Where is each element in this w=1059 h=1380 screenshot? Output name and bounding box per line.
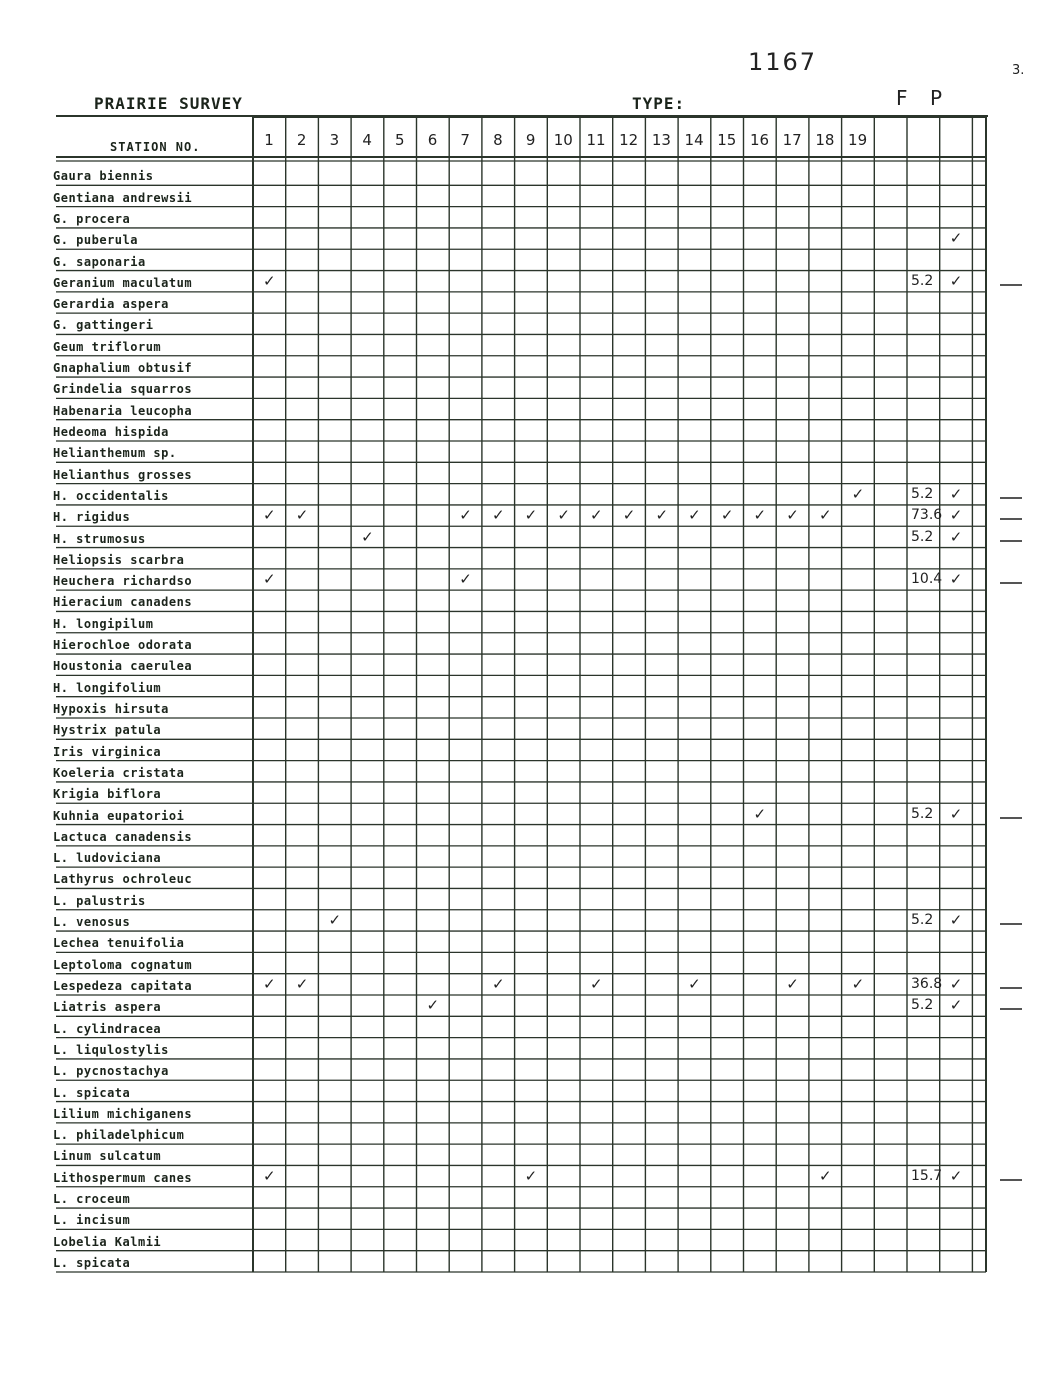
species-label: Lechea tenuifolia — [53, 936, 185, 951]
station-check-mark: ✓ — [655, 506, 669, 525]
species-label: L. croceum — [53, 1192, 131, 1207]
species-label: Hypoxis hirsuta — [53, 702, 169, 716]
station-number: 19 — [848, 131, 868, 149]
presence-check-mark: ✓ — [949, 484, 963, 503]
station-number: 10 — [553, 131, 573, 149]
species-label: Liatris aspera — [53, 1000, 162, 1015]
species-label: Krigia biflora — [53, 787, 162, 802]
station-check-mark: ✓ — [263, 271, 276, 290]
presence-check-mark: ✓ — [949, 1166, 963, 1185]
frequency-value: 15.7 — [911, 1167, 943, 1184]
station-check-mark: ✓ — [524, 1166, 538, 1185]
species-label: Hedeoma hispida — [53, 425, 169, 439]
station-check-mark: ✓ — [491, 506, 505, 525]
species-label: H. strumosus — [53, 531, 146, 546]
station-check-mark: ✓ — [524, 506, 538, 525]
margin-tick — [1000, 582, 1022, 584]
species-label: Helianthemum sp. — [53, 446, 177, 461]
frequency-value: 5.2 — [911, 485, 934, 502]
margin-tick — [1000, 540, 1022, 542]
station-check-mark: ✓ — [851, 975, 865, 993]
frequency-value: 10.4 — [911, 571, 943, 588]
station-check-mark: ✓ — [753, 506, 767, 525]
presence-check-mark: ✓ — [949, 570, 963, 589]
type-mark-f: F — [896, 86, 908, 110]
station-check-mark: ✓ — [328, 911, 342, 930]
species-label: Heliopsis scarbra — [53, 552, 185, 567]
station-check-mark: ✓ — [818, 1166, 832, 1185]
station-number: 2 — [296, 131, 307, 149]
species-label: Lactuca canadensis — [53, 829, 193, 844]
species-label: Iris virginica — [53, 744, 162, 759]
survey-title: PRAIRIE SURVEY — [94, 94, 243, 113]
station-check-mark: ✓ — [688, 975, 701, 993]
presence-check-mark: ✓ — [949, 975, 963, 993]
station-check-mark: ✓ — [590, 506, 603, 525]
type-label: TYPE: — [632, 94, 686, 113]
station-number: 11 — [586, 131, 606, 149]
species-label: Gnaphalium obtusif — [53, 361, 193, 376]
species-label: H. longipilum — [53, 616, 154, 631]
station-number: 16 — [749, 131, 770, 149]
species-label: Koeleria cristata — [53, 765, 185, 780]
station-number: 5 — [395, 131, 405, 149]
frequency-value: 5.2 — [911, 997, 934, 1014]
presence-check-mark: ✓ — [949, 804, 963, 823]
species-label: Helianthus grosses — [53, 467, 193, 482]
species-label: L. philadelphicum — [53, 1128, 185, 1143]
page-number: 1167 — [748, 48, 818, 76]
station-check-mark: ✓ — [263, 975, 276, 993]
presence-check-mark: ✓ — [949, 271, 963, 290]
species-label: L. cylindracea — [53, 1021, 162, 1036]
station-number: 15 — [717, 131, 737, 149]
species-label: Hieracium canadens — [53, 595, 193, 610]
species-label: Houstonia caerulea — [53, 659, 193, 674]
margin-tick — [1000, 1008, 1022, 1010]
station-check-mark: ✓ — [688, 506, 701, 525]
frequency-value: 5.2 — [911, 805, 934, 822]
station-number: 8 — [493, 131, 503, 149]
margin-tick — [1000, 518, 1022, 520]
station-check-mark: ✓ — [557, 506, 570, 525]
species-label: H. longifolium — [53, 680, 162, 695]
margin-tick — [1000, 1179, 1022, 1181]
presence-check-mark: ✓ — [949, 996, 963, 1015]
species-label: L. liqulostylis — [53, 1042, 169, 1057]
presence-check-mark: ✓ — [949, 229, 963, 248]
margin-tick — [1000, 284, 1022, 286]
species-label: Linum sulcatum — [53, 1149, 162, 1164]
species-label: Geum triflorum — [53, 339, 162, 354]
station-check-mark: ✓ — [426, 996, 440, 1015]
station-number: 18 — [815, 131, 835, 149]
station-check-mark: ✓ — [459, 570, 472, 589]
station-check-mark: ✓ — [786, 506, 799, 525]
station-number: 6 — [427, 131, 438, 149]
station-number: 17 — [782, 131, 802, 149]
station-number: 7 — [460, 131, 470, 149]
species-label: Leptoloma cognatum — [53, 957, 193, 972]
station-number: 13 — [651, 131, 671, 149]
station-check-mark: ✓ — [263, 1166, 276, 1185]
species-label: Lithospermum canes — [53, 1170, 193, 1185]
species-label: L. spicata — [53, 1085, 131, 1100]
station-check-mark: ✓ — [720, 506, 734, 525]
species-label: G. procera — [53, 211, 131, 226]
station-check-mark: ✓ — [295, 506, 309, 525]
station-check-mark: ✓ — [263, 570, 276, 589]
species-label: Lobelia Kalmii — [53, 1234, 162, 1249]
species-label: Lathyrus ochroleuc — [53, 872, 193, 887]
sheet-number: 3. — [1012, 63, 1025, 78]
station-check-mark: ✓ — [622, 506, 636, 525]
frequency-value: 36.8 — [911, 976, 943, 992]
species-label: L. palustris — [53, 893, 146, 908]
species-label: Grindelia squarros — [53, 382, 193, 397]
margin-tick — [1000, 817, 1022, 819]
station-check-mark: ✓ — [263, 506, 276, 525]
station-check-mark: ✓ — [459, 506, 472, 525]
station-check-mark: ✓ — [590, 975, 603, 993]
species-label: Gaura biennis — [53, 169, 154, 184]
species-label: L. ludoviciana — [53, 851, 162, 866]
station-number: 14 — [684, 131, 704, 149]
station-number: 1 — [264, 131, 274, 149]
species-label: Lespedeza capitata — [53, 979, 193, 993]
species-label: G. gattingeri — [53, 318, 154, 333]
species-label: L. spicata — [53, 1256, 131, 1270]
presence-check-mark: ✓ — [949, 506, 963, 525]
species-label: Habenaria leucopha — [53, 403, 193, 418]
species-label: Geranium maculatum — [53, 275, 193, 290]
station-check-mark: ✓ — [491, 975, 505, 993]
species-label: H. rigidus — [53, 510, 131, 525]
species-label: L. venosus — [53, 915, 131, 930]
presence-check-mark: ✓ — [949, 911, 963, 930]
species-label: Lilium michiganens — [53, 1106, 193, 1121]
species-label: L. pycnostachya — [53, 1064, 169, 1079]
species-label: L. incisum — [53, 1213, 131, 1228]
species-label: Kuhnia eupatorioi — [53, 808, 185, 823]
margin-tick — [1000, 987, 1022, 989]
species-label: H. occidentalis — [53, 488, 169, 503]
species-label: Hierochloe odorata — [53, 638, 193, 653]
species-label: Hystrix patula — [53, 723, 162, 738]
station-number: 9 — [525, 131, 536, 149]
station-check-mark: ✓ — [851, 484, 865, 503]
species-label: Gentiana andrewsii — [53, 190, 193, 205]
type-mark-p: P — [930, 86, 943, 110]
station-number: 12 — [619, 131, 639, 149]
station-check-mark: ✓ — [786, 975, 799, 993]
station-check-mark: ✓ — [295, 975, 309, 993]
frequency-value: 5.2 — [911, 912, 934, 929]
margin-tick — [1000, 497, 1022, 499]
frequency-value: 5.2 — [911, 528, 934, 545]
station-check-mark: ✓ — [818, 506, 832, 525]
station-check-mark: ✓ — [753, 804, 767, 823]
species-label: Gerardia aspera — [53, 297, 169, 312]
presence-check-mark: ✓ — [949, 527, 963, 546]
station-check-mark: ✓ — [361, 527, 374, 546]
station-label: STATION NO. — [110, 140, 201, 154]
species-label: G. puberula — [53, 233, 138, 248]
station-number: 4 — [362, 131, 372, 149]
station-number: 3 — [329, 131, 340, 149]
species-label: G. saponaria — [53, 254, 146, 269]
frequency-value: 5.2 — [911, 272, 934, 289]
margin-tick — [1000, 923, 1022, 925]
frequency-value: 73.6 — [911, 507, 943, 524]
species-label: Heuchera richardso — [53, 574, 193, 589]
